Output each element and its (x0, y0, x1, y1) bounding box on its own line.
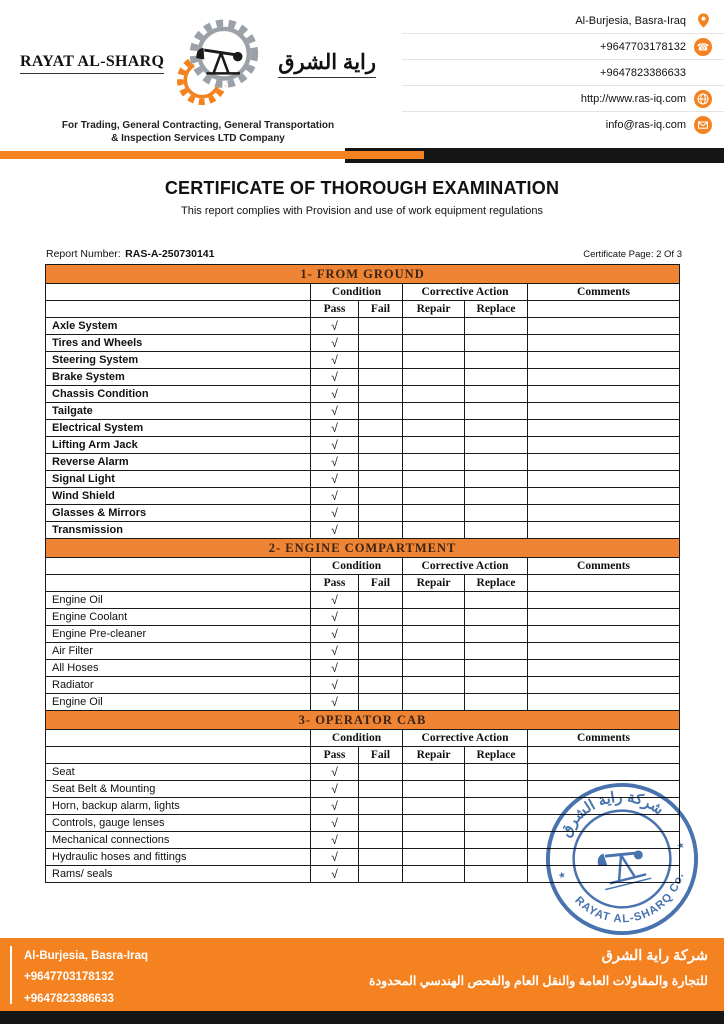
contact-website-text: http://www.ras-iq.com (580, 92, 686, 105)
item-name: Hydraulic hoses and fittings (46, 849, 311, 866)
item-name: Tires and Wheels (46, 335, 311, 352)
fail-cell (359, 815, 403, 832)
item-column-header (46, 730, 311, 747)
repair-cell (403, 420, 465, 437)
repair-cell (403, 369, 465, 386)
fail-cell (359, 626, 403, 643)
replace-cell (465, 677, 528, 694)
footer-company-description-arabic: للتجارة والمقاولات العامة والنقل العام والفحص الهندسي المحدودة (369, 974, 708, 988)
inspection-row (46, 488, 680, 505)
fail-cell (359, 369, 403, 386)
comment-cell (528, 335, 680, 352)
company-name-english: RAYAT AL-SHARQ (20, 53, 164, 74)
replace-cell (465, 694, 528, 711)
company-tagline-line2: & Inspection Services LTD Company (111, 133, 285, 144)
repair-cell (403, 609, 465, 626)
pass-cell: √ (311, 781, 359, 798)
item-name: Engine Pre-cleaner (46, 626, 311, 643)
repair-cell (403, 352, 465, 369)
item-name: Tailgate (46, 403, 311, 420)
comment-cell (528, 369, 680, 386)
comment-cell (528, 318, 680, 335)
repair-cell (403, 386, 465, 403)
repair-cell (403, 437, 465, 454)
inspection-row (46, 369, 680, 386)
contact-info-block (402, 8, 724, 138)
stamp-english-text: RAYAT AL-SHARQ Co. (572, 871, 687, 926)
item-name: Radiator (46, 677, 311, 694)
fail-header: Fail (359, 301, 403, 318)
replace-cell (465, 781, 528, 798)
section-title: 3- OPERATOR CAB (46, 711, 680, 730)
replace-header: Replace (465, 575, 528, 592)
replace-cell (465, 764, 528, 781)
replace-cell (465, 471, 528, 488)
gears-pumpjack-logo (170, 12, 272, 110)
comments-header: Comments (528, 558, 680, 575)
pass-cell: √ (311, 609, 359, 626)
replace-cell (465, 369, 528, 386)
pass-cell: √ (311, 505, 359, 522)
location-pin-icon (694, 12, 712, 30)
repair-cell (403, 403, 465, 420)
inspection-row (46, 660, 680, 677)
item-name: Transmission (46, 522, 311, 539)
inspection-row (46, 592, 680, 609)
pass-cell: √ (311, 798, 359, 815)
replace-cell (465, 626, 528, 643)
fail-cell (359, 335, 403, 352)
inspection-row (46, 471, 680, 488)
inspection-row (46, 318, 680, 335)
pass-cell: √ (311, 592, 359, 609)
certificate-page-indicator: Certificate Page: 2 Of 3 (583, 249, 682, 260)
replace-cell (465, 454, 528, 471)
fail-cell (359, 764, 403, 781)
pass-cell: √ (311, 335, 359, 352)
item-subheader (46, 301, 311, 318)
comment-cell (528, 522, 680, 539)
replace-cell (465, 318, 528, 335)
item-name: Axle System (46, 318, 311, 335)
item-column-header (46, 284, 311, 301)
fail-cell (359, 849, 403, 866)
contact-row-phone1 (402, 34, 724, 60)
contact-phone2-text: +9647823386633 (600, 66, 686, 79)
inspection-row (46, 626, 680, 643)
pass-cell: √ (311, 764, 359, 781)
section-title: 1- FROM GROUND (46, 265, 680, 284)
item-name: Controls, gauge lenses (46, 815, 311, 832)
repair-cell (403, 626, 465, 643)
fail-cell (359, 454, 403, 471)
bottom-black-bar (0, 1011, 724, 1024)
stamp-pumpjack-icon (596, 844, 652, 890)
phone-icon (694, 38, 712, 56)
pass-cell: √ (311, 420, 359, 437)
pass-cell: √ (311, 386, 359, 403)
comment-cell (528, 454, 680, 471)
repair-cell (403, 335, 465, 352)
comment-cell (528, 420, 680, 437)
pass-header: Pass (311, 301, 359, 318)
corrective-action-header: Corrective Action (403, 730, 528, 747)
pass-header: Pass (311, 747, 359, 764)
inspection-row (46, 403, 680, 420)
item-name: Engine Coolant (46, 609, 311, 626)
pass-cell: √ (311, 643, 359, 660)
footer-phone1: +9647703178132 (24, 971, 114, 984)
comment-cell (528, 694, 680, 711)
pass-cell: √ (311, 626, 359, 643)
fail-cell (359, 592, 403, 609)
item-name: Seat Belt & Mounting (46, 781, 311, 798)
repair-cell (403, 815, 465, 832)
replace-header: Replace (465, 301, 528, 318)
replace-cell (465, 403, 528, 420)
replace-cell (465, 352, 528, 369)
contact-row-website (402, 86, 724, 112)
item-name: Brake System (46, 369, 311, 386)
pass-cell: √ (311, 369, 359, 386)
replace-cell (465, 420, 528, 437)
comment-cell (528, 437, 680, 454)
item-name: Air Filter (46, 643, 311, 660)
item-name: Electrical System (46, 420, 311, 437)
item-name: Signal Light (46, 471, 311, 488)
item-name: Wind Shield (46, 488, 311, 505)
page-subtitle: This report complies with Provision and use of work equipment regulations (181, 205, 543, 217)
fail-cell (359, 488, 403, 505)
item-name: All Hoses (46, 660, 311, 677)
fail-cell (359, 386, 403, 403)
globe-icon (694, 90, 712, 108)
section-header-row (46, 711, 680, 730)
fail-header: Fail (359, 747, 403, 764)
inspection-row (46, 352, 680, 369)
item-name: Engine Oil (46, 694, 311, 711)
repair-cell (403, 660, 465, 677)
inspection-row (46, 677, 680, 694)
replace-cell (465, 832, 528, 849)
inspection-row (46, 522, 680, 539)
replace-cell (465, 386, 528, 403)
page-title: CERTIFICATE OF THOROUGH EXAMINATION (164, 178, 560, 198)
contact-row-phone2 (402, 60, 724, 86)
pass-cell: √ (311, 660, 359, 677)
fail-cell (359, 471, 403, 488)
item-name: Rams/ seals (46, 866, 311, 883)
pass-cell: √ (311, 403, 359, 420)
svg-text:☎: ☎ (696, 42, 710, 53)
icon-placeholder (694, 64, 712, 82)
repair-cell (403, 488, 465, 505)
repair-cell (403, 592, 465, 609)
repair-cell (403, 318, 465, 335)
inspection-row (46, 420, 680, 437)
comment-cell (528, 403, 680, 420)
report-number (46, 244, 214, 262)
fail-cell (359, 694, 403, 711)
stamp-arabic-text: شركة راية الشرق (557, 789, 667, 840)
footer-contact-block (24, 946, 148, 1010)
fail-cell (359, 505, 403, 522)
contact-phone1-text: +9647703178132 (600, 40, 686, 53)
item-name: Engine Oil (46, 592, 311, 609)
pass-cell: √ (311, 471, 359, 488)
pass-cell: √ (311, 866, 359, 883)
replace-cell (465, 798, 528, 815)
footer-company-name-arabic: شركة راية الشرق (601, 948, 708, 964)
company-tagline-line1: For Trading, General Contracting, General Transportation (61, 120, 335, 131)
repair-cell (403, 454, 465, 471)
contact-address-text: Al-Burjesia, Basra-Iraq (575, 14, 686, 27)
repair-cell (403, 643, 465, 660)
comment-cell (528, 505, 680, 522)
repair-header: Repair (403, 301, 465, 318)
inspection-row (46, 386, 680, 403)
item-name: Mechanical connections (46, 832, 311, 849)
comment-cell (528, 352, 680, 369)
repair-cell (403, 677, 465, 694)
footer-divider-line (10, 946, 12, 1004)
comment-cell (528, 677, 680, 694)
repair-cell (403, 866, 465, 883)
item-name: Horn, backup alarm, lights (46, 798, 311, 815)
item-name: Steering System (46, 352, 311, 369)
pass-cell: √ (311, 352, 359, 369)
item-name: Chassis Condition (46, 386, 311, 403)
fail-cell (359, 677, 403, 694)
condition-header: Condition (311, 730, 403, 747)
replace-cell (465, 815, 528, 832)
email-icon (694, 116, 712, 134)
comments-subheader (528, 575, 680, 592)
report-number-label: Report Number: (46, 248, 121, 260)
repair-header: Repair (403, 575, 465, 592)
comment-cell (528, 609, 680, 626)
column-group-header-row (46, 284, 680, 301)
inspection-row (46, 437, 680, 454)
contact-row-email (402, 112, 724, 138)
pass-cell: √ (311, 677, 359, 694)
section-title: 2- ENGINE COMPARTMENT (46, 539, 680, 558)
column-subheader-row (46, 575, 680, 592)
pass-cell: √ (311, 454, 359, 471)
pass-cell: √ (311, 694, 359, 711)
fail-cell (359, 437, 403, 454)
footer-bar (0, 938, 724, 1012)
report-number-value: RAS-A-250730141 (125, 248, 215, 260)
pass-cell: √ (311, 437, 359, 454)
fail-cell (359, 420, 403, 437)
company-logo-emblem (170, 12, 272, 115)
fail-cell (359, 781, 403, 798)
header-orange-bar (0, 151, 424, 159)
fail-cell (359, 403, 403, 420)
repair-cell (403, 694, 465, 711)
item-subheader (46, 747, 311, 764)
replace-cell (465, 849, 528, 866)
fail-cell (359, 522, 403, 539)
replace-cell (465, 609, 528, 626)
replace-header: Replace (465, 747, 528, 764)
inspection-row (46, 335, 680, 352)
inspection-row (46, 694, 680, 711)
comment-cell (528, 643, 680, 660)
repair-cell (403, 764, 465, 781)
comments-header: Comments (528, 730, 680, 747)
footer-phone2: +9647823386633 (24, 992, 114, 1005)
repair-cell (403, 471, 465, 488)
report-meta-row (46, 244, 682, 262)
replace-cell (465, 488, 528, 505)
item-subheader (46, 575, 311, 592)
item-name: Seat (46, 764, 311, 781)
comments-header: Comments (528, 284, 680, 301)
column-subheader-row (46, 301, 680, 318)
replace-cell (465, 335, 528, 352)
comments-subheader (528, 301, 680, 318)
stamp-star-left-icon: ★ (556, 869, 567, 881)
fail-cell (359, 352, 403, 369)
comment-cell (528, 488, 680, 505)
contact-row-address (402, 8, 724, 34)
repair-header: Repair (403, 747, 465, 764)
column-subheader-row (46, 747, 680, 764)
comment-cell (528, 626, 680, 643)
item-name: Reverse Alarm (46, 454, 311, 471)
replace-cell (465, 437, 528, 454)
comment-cell (528, 386, 680, 403)
condition-header: Condition (311, 558, 403, 575)
fail-cell (359, 832, 403, 849)
repair-cell (403, 522, 465, 539)
repair-cell (403, 798, 465, 815)
section-header-row (46, 265, 680, 284)
replace-cell (465, 643, 528, 660)
column-group-header-row (46, 558, 680, 575)
company-name-arabic: راية الشرق (278, 50, 376, 78)
item-name: Glasses & Mirrors (46, 505, 311, 522)
contact-email-text: info@ras-iq.com (605, 119, 686, 131)
inspection-row (46, 609, 680, 626)
replace-cell (465, 592, 528, 609)
fail-header: Fail (359, 575, 403, 592)
fail-cell (359, 660, 403, 677)
item-name: Lifting Arm Jack (46, 437, 311, 454)
pass-cell: √ (311, 815, 359, 832)
repair-cell (403, 505, 465, 522)
replace-cell (465, 866, 528, 883)
pass-cell: √ (311, 318, 359, 335)
repair-cell (403, 849, 465, 866)
comment-cell (528, 660, 680, 677)
item-column-header (46, 558, 311, 575)
inspection-row (46, 764, 680, 781)
replace-cell (465, 522, 528, 539)
column-group-header-row (46, 730, 680, 747)
footer-arabic-block (369, 948, 708, 988)
pass-cell: √ (311, 849, 359, 866)
footer-address: Al-Burjesia, Basra-Iraq (24, 950, 148, 962)
replace-cell (465, 660, 528, 677)
fail-cell (359, 609, 403, 626)
corrective-action-header: Corrective Action (403, 558, 528, 575)
comments-subheader (528, 747, 680, 764)
stamp-star-right-icon: ★ (675, 839, 686, 852)
replace-cell (465, 505, 528, 522)
inspection-row (46, 643, 680, 660)
company-logo-block (20, 12, 377, 145)
pass-cell: √ (311, 522, 359, 539)
section-header-row (46, 539, 680, 558)
inspection-row (46, 505, 680, 522)
comment-cell (528, 471, 680, 488)
fail-cell (359, 318, 403, 335)
pass-cell: √ (311, 488, 359, 505)
fail-cell (359, 798, 403, 815)
repair-cell (403, 832, 465, 849)
pass-cell: √ (311, 832, 359, 849)
pass-header: Pass (311, 575, 359, 592)
fail-cell (359, 643, 403, 660)
inspection-row (46, 454, 680, 471)
corrective-action-header: Corrective Action (403, 284, 528, 301)
fail-cell (359, 866, 403, 883)
comment-cell (528, 592, 680, 609)
condition-header: Condition (311, 284, 403, 301)
repair-cell (403, 781, 465, 798)
